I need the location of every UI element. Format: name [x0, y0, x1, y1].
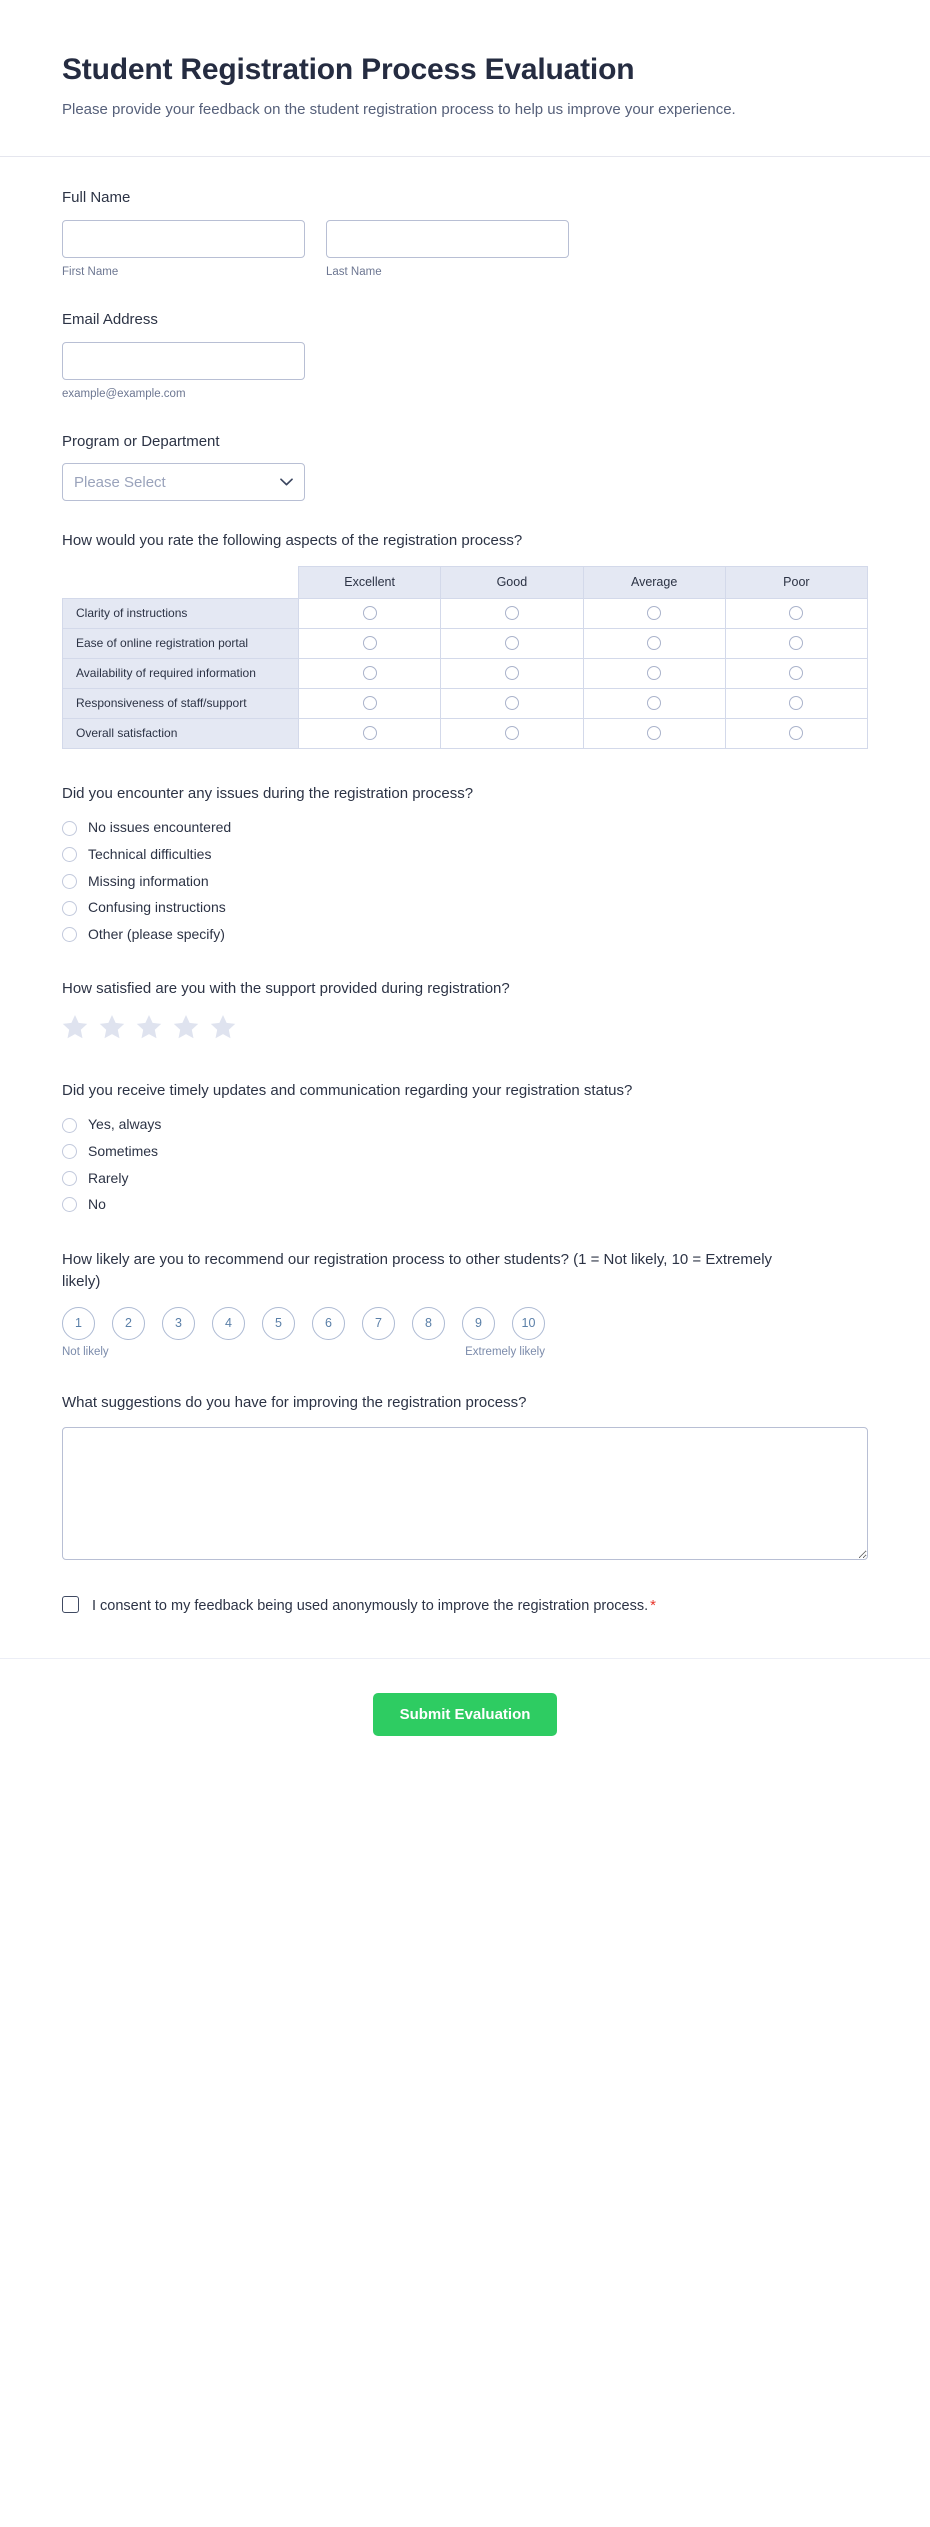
program-select-value: Please Select	[74, 473, 166, 491]
table-row	[63, 628, 868, 658]
matrix-radio[interactable]	[505, 726, 519, 740]
program-select[interactable]	[62, 463, 305, 501]
satisfaction-question: How satisfied are you with the support provided during registration?	[62, 980, 510, 998]
matrix-cell-excellent[interactable]	[299, 718, 441, 748]
matrix-radio[interactable]	[363, 606, 377, 620]
issues-option-label: Technical difficulties	[88, 846, 212, 863]
issues-option-label: No issues encountered	[88, 819, 232, 836]
issues-option-list	[62, 818, 868, 944]
matrix-radio[interactable]	[789, 696, 803, 710]
consent-block[interactable]	[62, 1594, 868, 1617]
star-icon[interactable]	[62, 1014, 88, 1044]
star-icon[interactable]	[173, 1014, 199, 1044]
matrix-cell-poor[interactable]	[725, 718, 867, 748]
updates-question: Did you receive timely updates and communication regarding your registration status?	[62, 1081, 633, 1099]
matrix-cell-poor[interactable]	[725, 598, 867, 628]
matrix-row-label: Ease of online registration portal	[63, 628, 299, 658]
issues-option[interactable]	[62, 818, 868, 838]
field-program	[62, 431, 868, 502]
radio-icon[interactable]	[62, 874, 77, 889]
star-icon[interactable]	[210, 1014, 236, 1044]
form-header	[0, 0, 930, 157]
submit-button[interactable]: Submit Evaluation	[373, 1693, 558, 1736]
matrix-column-header: Excellent	[299, 566, 441, 598]
matrix-row-label: Overall satisfaction	[63, 718, 299, 748]
matrix-radio[interactable]	[789, 726, 803, 740]
last-name-input[interactable]	[326, 220, 569, 258]
updates-option[interactable]	[62, 1115, 868, 1135]
nps-option[interactable]: 5	[262, 1307, 295, 1340]
issues-question: Did you encounter any issues during the registration process?	[62, 784, 474, 802]
matrix-question: How would you rate the following aspects of the registration process?	[62, 532, 523, 550]
suggestions-textarea[interactable]	[62, 1427, 868, 1560]
matrix-radio[interactable]	[647, 666, 661, 680]
matrix-corner-cell	[63, 566, 299, 598]
field-issues	[62, 783, 868, 944]
field-rating-matrix	[62, 530, 868, 749]
table-row	[63, 658, 868, 688]
matrix-cell-excellent[interactable]	[299, 688, 441, 718]
radio-icon[interactable]	[62, 1118, 77, 1133]
radio-icon[interactable]	[62, 927, 77, 942]
matrix-radio[interactable]	[647, 606, 661, 620]
consent-label: I consent to my feedback being used anonymously to improve the registration process.	[92, 1598, 649, 1615]
email-input[interactable]	[62, 342, 305, 380]
consent-checkbox[interactable]	[62, 1596, 79, 1613]
matrix-radio[interactable]	[505, 666, 519, 680]
matrix-radio[interactable]	[505, 696, 519, 710]
nps-option[interactable]: 2	[112, 1307, 145, 1340]
nps-option[interactable]: 1	[62, 1307, 95, 1340]
matrix-radio[interactable]	[363, 666, 377, 680]
matrix-cell-average[interactable]	[583, 658, 725, 688]
suggestions-question: What suggestions do you have for improving the registration process?	[62, 1393, 527, 1411]
page-title: Student Registration Process Evaluation	[62, 53, 635, 86]
matrix-radio[interactable]	[363, 696, 377, 710]
radio-icon[interactable]	[62, 821, 77, 836]
first-name-input[interactable]	[62, 220, 305, 258]
field-timely-updates	[62, 1080, 868, 1215]
first-name-group	[62, 220, 305, 280]
matrix-cell-average[interactable]	[583, 598, 725, 628]
matrix-cell-good[interactable]	[441, 718, 583, 748]
nps-option[interactable]: 6	[312, 1307, 345, 1340]
updates-option-label: Yes, always	[88, 1116, 162, 1133]
radio-icon[interactable]	[62, 1197, 77, 1212]
required-marker: *	[650, 1597, 656, 1615]
matrix-cell-good[interactable]	[441, 658, 583, 688]
page-subtitle: Please provide your feedback on the student registration process to help us improve your experience.	[62, 101, 736, 118]
form-body	[0, 157, 930, 1657]
matrix-radio[interactable]	[505, 606, 519, 620]
email-sub-label: example@example.com	[62, 387, 186, 400]
matrix-radio[interactable]	[647, 726, 661, 740]
nps-left-caption: Not likely	[62, 1345, 109, 1358]
star-rating-control[interactable]	[62, 1014, 868, 1044]
matrix-cell-poor[interactable]	[725, 658, 867, 688]
nps-right-caption: Extremely likely	[465, 1345, 545, 1358]
field-suggestions	[62, 1392, 868, 1561]
last-name-group	[326, 220, 569, 280]
matrix-cell-excellent[interactable]	[299, 628, 441, 658]
matrix-column-header: Poor	[725, 566, 867, 598]
issues-option-label: Other (please specify)	[88, 925, 225, 942]
matrix-cell-good[interactable]	[441, 628, 583, 658]
radio-icon[interactable]	[62, 1171, 77, 1186]
matrix-column-header: Good	[441, 566, 583, 598]
star-icon[interactable]	[99, 1014, 125, 1044]
star-icon[interactable]	[136, 1014, 162, 1044]
matrix-row-label: Clarity of instructions	[63, 598, 299, 628]
nps-question: How likely are you to recommend our registration process to other students? (1 = Not likely, 10 = Extremely likely)	[62, 1250, 773, 1291]
issues-option[interactable]	[62, 845, 868, 865]
table-row	[63, 688, 868, 718]
matrix-row-label: Responsiveness of staff/support	[63, 688, 299, 718]
radio-icon[interactable]	[62, 901, 77, 916]
nps-caption-row	[62, 1346, 545, 1358]
nps-scale-control[interactable]	[62, 1307, 868, 1340]
matrix-radio[interactable]	[647, 636, 661, 650]
matrix-cell-average[interactable]	[583, 718, 725, 748]
matrix-radio[interactable]	[647, 696, 661, 710]
matrix-radio[interactable]	[789, 636, 803, 650]
matrix-cell-average[interactable]	[583, 688, 725, 718]
updates-option-label: No	[88, 1196, 106, 1213]
nps-option[interactable]: 7	[362, 1307, 395, 1340]
matrix-radio[interactable]	[505, 636, 519, 650]
matrix-row-label: Availability of required information	[63, 658, 299, 688]
matrix-column-header: Average	[583, 566, 725, 598]
nps-option[interactable]: 4	[212, 1307, 245, 1340]
matrix-cell-poor[interactable]	[725, 628, 867, 658]
matrix-cell-good[interactable]	[441, 598, 583, 628]
matrix-cell-good[interactable]	[441, 688, 583, 718]
nps-option[interactable]: 3	[162, 1307, 195, 1340]
table-row	[63, 598, 868, 628]
nps-option[interactable]: 10	[512, 1307, 545, 1340]
matrix-cell-average[interactable]	[583, 628, 725, 658]
matrix-cell-poor[interactable]	[725, 688, 867, 718]
field-satisfaction-rating	[62, 978, 868, 1044]
radio-icon[interactable]	[62, 1144, 77, 1159]
updates-option[interactable]	[62, 1195, 868, 1215]
updates-option[interactable]	[62, 1169, 868, 1189]
field-email	[62, 309, 868, 402]
issues-option-label: Confusing instructions	[88, 899, 226, 916]
issues-option[interactable]	[62, 898, 868, 918]
matrix-cell-excellent[interactable]	[299, 658, 441, 688]
matrix-header-row	[63, 566, 868, 598]
form-footer	[0, 1658, 930, 1776]
last-name-sub-label: Last Name	[326, 266, 382, 279]
table-row	[63, 718, 868, 748]
issues-option[interactable]	[62, 925, 868, 945]
program-label: Program or Department	[62, 432, 220, 450]
updates-option-label: Sometimes	[88, 1142, 159, 1159]
matrix-radio[interactable]	[789, 666, 803, 680]
nps-option[interactable]: 8	[412, 1307, 445, 1340]
issues-option[interactable]	[62, 872, 868, 892]
updates-option-list	[62, 1115, 868, 1214]
issues-option-label: Missing information	[88, 872, 209, 889]
field-nps-scale	[62, 1249, 868, 1358]
rating-matrix-table	[62, 566, 868, 749]
updates-option-label: Rarely	[88, 1169, 129, 1186]
full-name-label: Full Name	[62, 189, 131, 207]
matrix-radio[interactable]	[363, 726, 377, 740]
radio-icon[interactable]	[62, 847, 77, 862]
matrix-radio[interactable]	[789, 606, 803, 620]
email-label: Email Address	[62, 310, 158, 328]
matrix-cell-excellent[interactable]	[299, 598, 441, 628]
nps-option[interactable]: 9	[462, 1307, 495, 1340]
matrix-radio[interactable]	[363, 636, 377, 650]
first-name-sub-label: First Name	[62, 266, 119, 279]
updates-option[interactable]	[62, 1142, 868, 1162]
field-full-name	[62, 187, 868, 280]
